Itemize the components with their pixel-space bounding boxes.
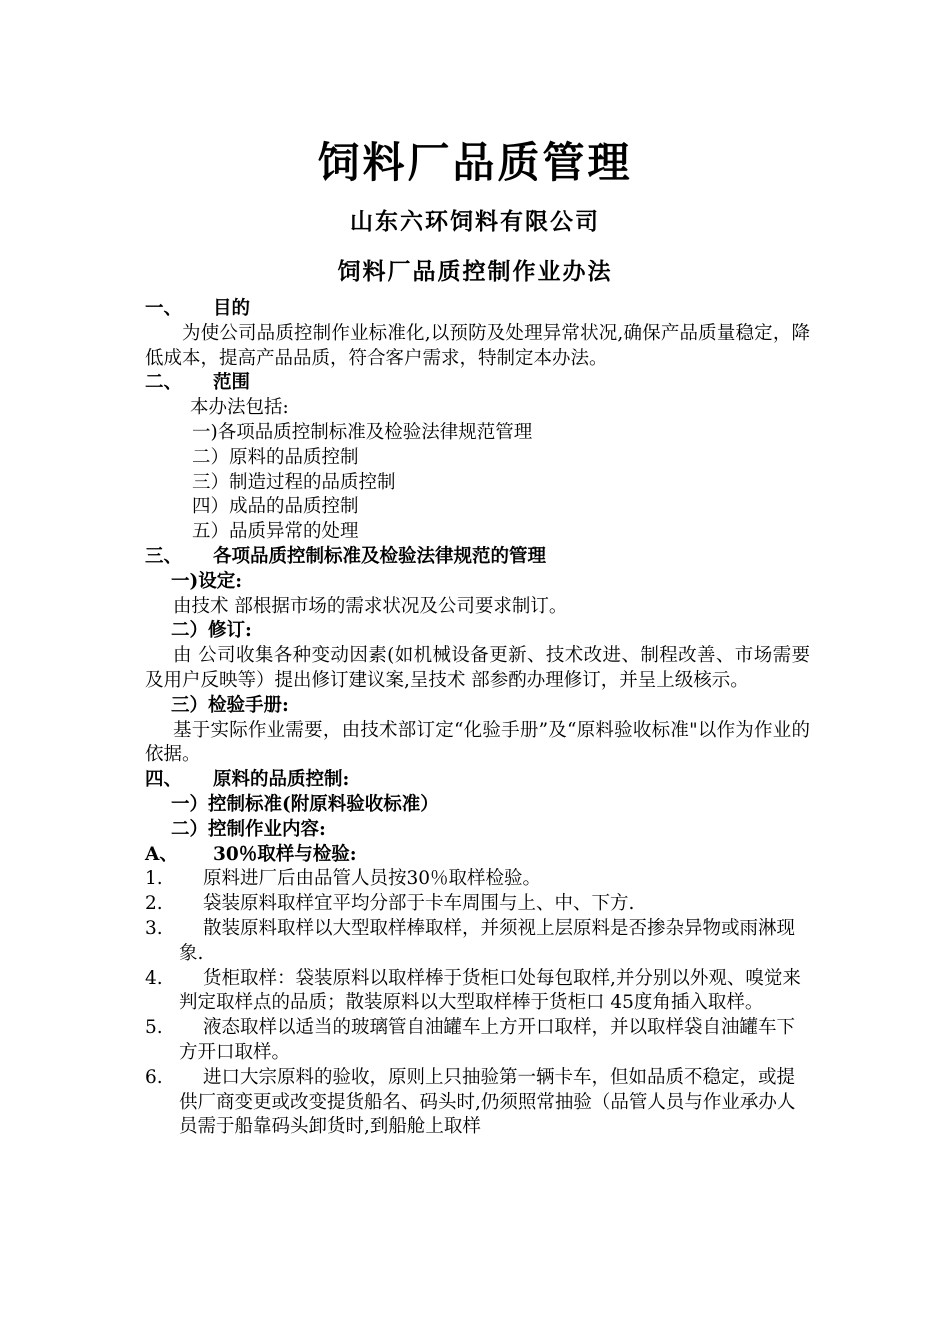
subsection-text: 由技术 部根据市场的需求状况及公司要求制订。: [173, 595, 568, 617]
document-main-title: 饲料厂品质管理: [317, 138, 633, 187]
subsection-text: 基于实际作业需要，由技术部订定“化验手册”及“原料验收标准"以作为作业的依据。: [145, 719, 810, 766]
document-subtitle: 饲料厂品质控制作业办法: [337, 259, 613, 285]
scope-item: 三）制造过程的品质控制: [192, 471, 396, 493]
list-item: 4. 货柜取样：袋装原料以取样棒于货柜口处每包取样,并分别以外观、嗅觉来判定取样点的品质；散装原料以大型取样棒于货柜口 45度角插入取样。: [145, 967, 801, 1014]
subsection-title: 三）检验手册:: [171, 694, 289, 716]
scope-intro: 本办法包括:: [190, 397, 289, 419]
subsection-title: 一)设定:: [171, 570, 243, 592]
section-heading-purpose: 一、 目的: [145, 298, 251, 319]
scope-item: 二）原料的品质控制: [192, 446, 359, 468]
section-purpose-text: 为使公司品质控制作业标准化,以预防及处理异常状况,确保产品质量稳定，降低成本，提高产品品质，符合客户需求，特制定本办法。: [145, 322, 810, 369]
item-a-heading: A、 30％取样与检验:: [145, 843, 357, 865]
section-heading-raw-material: 四、 原料的品质控制:: [145, 769, 350, 791]
list-item: 6. 进口大宗原料的验收，原则上只抽验第一辆卡车，但如品质不稳定，或提供厂商变更或改变提货船名、码头时,仍须照常抽验（品管人员与作业承办人员需于船靠码头卸货时,到船舱上取样: [145, 1066, 796, 1138]
document-body: [145, 297, 810, 1140]
list-item: 3. 散装原料取样以大型取样棒取样，并须视上层原料是否掺杂异物或雨淋现象.: [145, 917, 796, 964]
subsection-title: 二）修订:: [171, 620, 252, 642]
subsection-text: 由 公司收集各种变动因素(如机械设备更新、技术改进、制程改善、市场需要及用户反映等）提出修订建议案,呈技术 部参酌办理修订，并呈上级核示。: [145, 645, 810, 691]
company-name: 山东六环饲料有限公司: [350, 209, 600, 235]
list-item: 2. 袋装原料取样宜平均分部于卡车周围与上、中、下方.: [145, 893, 635, 915]
section-heading-standards: 三、 各项品质控制标准及检验法律规范的管理: [145, 545, 547, 567]
scope-item: 五）品质异常的处理: [192, 521, 359, 543]
subsection-title: 二）控制作业内容:: [171, 818, 326, 840]
scope-item: 四）成品的品质控制: [192, 496, 359, 518]
scope-item: 一)各项品质控制标准及检验法律规范管理: [192, 421, 533, 443]
section-heading-scope: 二、 范围: [145, 372, 251, 394]
list-item: 1. 原料进厂后由品管人员按30％取样检验。: [145, 868, 542, 890]
subsection-title: 一）控制标准(附原料验收标准）: [171, 793, 439, 815]
list-item: 5. 液态取样以适当的玻璃管自油罐车上方开口取样，并以取样袋自油罐车下方开口取样。: [145, 1017, 796, 1063]
